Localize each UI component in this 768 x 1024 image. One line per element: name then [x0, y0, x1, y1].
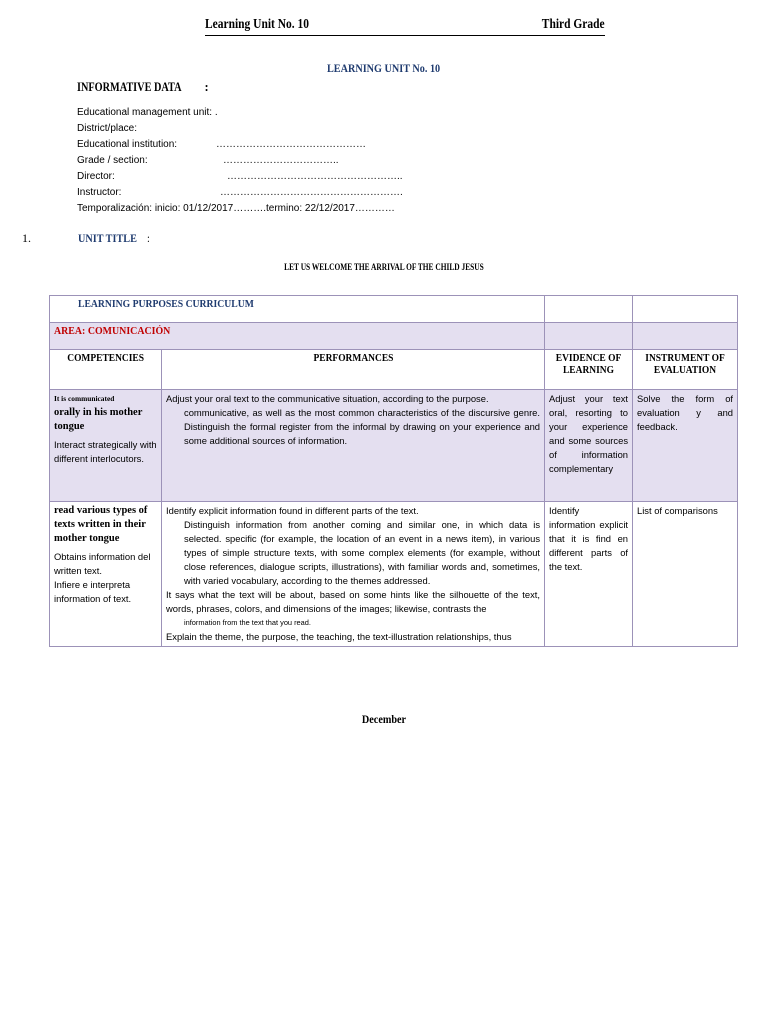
info-line-director: [77, 171, 403, 182]
area-label: [54, 325, 170, 337]
table-row: [50, 323, 738, 350]
performance-text: Adjust your oral text to the communicative situation, according to the purpose.: [166, 393, 489, 404]
area-key: AREA: [54, 325, 83, 337]
info-label: Instructor:: [77, 187, 122, 198]
info-line-management-unit: [77, 107, 218, 118]
instrument-cell: Solve the form of evaluation y and feedback.: [633, 390, 738, 502]
informative-heading-colon: :: [204, 80, 209, 94]
info-label: Grade / section:: [77, 155, 148, 166]
performance-item: [166, 504, 540, 518]
competency-title: orally in his mother tongue: [54, 407, 143, 432]
informative-heading-text: INFORMATIVE DATA: [77, 80, 182, 94]
info-line-instructor: [77, 187, 403, 198]
table-row: [50, 390, 738, 502]
header-performances: [162, 350, 545, 390]
header-text: PERFORMANCES: [313, 352, 393, 364]
empty-cell: [545, 296, 633, 323]
info-label: Director:: [77, 171, 115, 182]
info-label: Temporalización: inicio: 01/12/2017……….termino: 22/12/2017…………: [77, 203, 395, 214]
performance-cell: [162, 502, 545, 647]
info-line-institution: [77, 139, 366, 150]
unit-title: [0, 61, 768, 76]
competency-item: [54, 438, 157, 466]
header-text: INSTRUMENT OF EVALUATION: [645, 352, 725, 376]
section-title: [78, 231, 151, 246]
competency-cell: [50, 390, 162, 502]
info-line-grade: [77, 155, 339, 166]
performance-cell: [162, 390, 545, 502]
empty-cell: [633, 323, 738, 350]
table-row: [50, 296, 738, 323]
performance-continued: Distinguish information from another coming and similar one, in which data is selected. specific (for example, the location of an event in a news item), in various types of simple structure texts, with some complex elements (for example, without close references, dialogue scripts, illustrations), with familiar words and, sometimes, with varied vocabulary, according to the themes addressed.: [184, 519, 541, 586]
header-text: COMPETENCIES: [67, 352, 144, 364]
empty-cell: [545, 323, 633, 350]
performance-small-text: information from the text that you read.: [184, 618, 311, 627]
header-text: EVIDENCE OF LEARNING: [555, 352, 622, 376]
section-title-text: UNIT TITLE: [78, 231, 137, 245]
curriculum-label: LEARNING PURPOSES CURRICULUM: [78, 298, 254, 310]
info-value: ……………………………………………..: [227, 171, 403, 182]
unit-name: [0, 263, 768, 273]
footer-month: December: [361, 712, 407, 726]
info-line-temporalizacion: [77, 203, 395, 214]
competency-item: [54, 578, 157, 606]
table-header-row: [50, 350, 738, 390]
info-line-district: [77, 123, 137, 134]
performance-text: Identify explicit information found in different parts of the text.: [166, 505, 419, 516]
curriculum-table: [49, 295, 738, 647]
info-label: District/place:: [77, 123, 138, 134]
competency-small-text: It is communicated: [54, 394, 115, 403]
instrument-cell: List of comparisons: [633, 502, 738, 647]
unit-name-text: LET US WELCOME THE ARRIVAL OF THE CHILD JESUS: [284, 263, 484, 273]
performance-item: [166, 630, 540, 644]
area-cell: [50, 323, 545, 350]
info-value: ……………………………………………….: [220, 187, 403, 198]
competency-cell: [50, 502, 162, 647]
info-value: ……………………………..: [223, 155, 339, 166]
evidence-cell: Identify information explicit that it is find en different parts of the text.: [545, 502, 633, 647]
header-grade-label: Third Grade: [542, 17, 605, 32]
unit-title-text: LEARNING UNIT No. 10: [327, 61, 441, 75]
competency-title: read various types of texts written in their mother tongue: [54, 505, 148, 544]
evidence-cell: Adjust your text oral, resorting to your experience and some sources of information complementary: [545, 390, 633, 502]
competency-item-text: Infiere e interpreta information of text.: [54, 579, 132, 604]
empty-cell: [633, 296, 738, 323]
section-title-colon: :: [147, 231, 151, 245]
performance-text: Explain the theme, the purpose, the teaching, the text-illustration relationships, thus: [166, 631, 512, 642]
area-value: : COMUNICACIÓN: [82, 325, 171, 337]
performance-continued: communicative, as well as the most common characteristics of the discursive genre. Distinguish the formal register from the informal by drawing on your experience and some additional sources of information.: [184, 407, 541, 446]
competency-item-text: Obtains information del written text.: [54, 551, 151, 576]
header-competencies: [50, 350, 162, 390]
performance-item: [166, 392, 540, 406]
curriculum-label-cell: [50, 296, 545, 323]
competency-item-text: Interact strategically with different interlocutors.: [54, 439, 157, 464]
performance-item: [166, 588, 540, 616]
header-evidence: [545, 350, 633, 390]
section-number: 1.: [22, 231, 31, 245]
table-row: [50, 502, 738, 647]
informative-heading: [77, 80, 209, 95]
performance-text: It says what the text will be about, based on some hints like the silhouette of the text, words, phrases, colors, and dimensions of the images; likewise, contrasts the: [166, 589, 541, 614]
header-instrument: [633, 350, 738, 390]
info-label: Educational institution:: [77, 139, 178, 150]
info-value: ………………………………………: [216, 139, 366, 150]
header-unit-label: Learning Unit No. 10: [205, 17, 309, 32]
page-header: [205, 17, 605, 36]
competency-item: [54, 550, 157, 578]
info-label: Educational management unit: .: [77, 107, 218, 118]
page-footer: [0, 712, 768, 727]
